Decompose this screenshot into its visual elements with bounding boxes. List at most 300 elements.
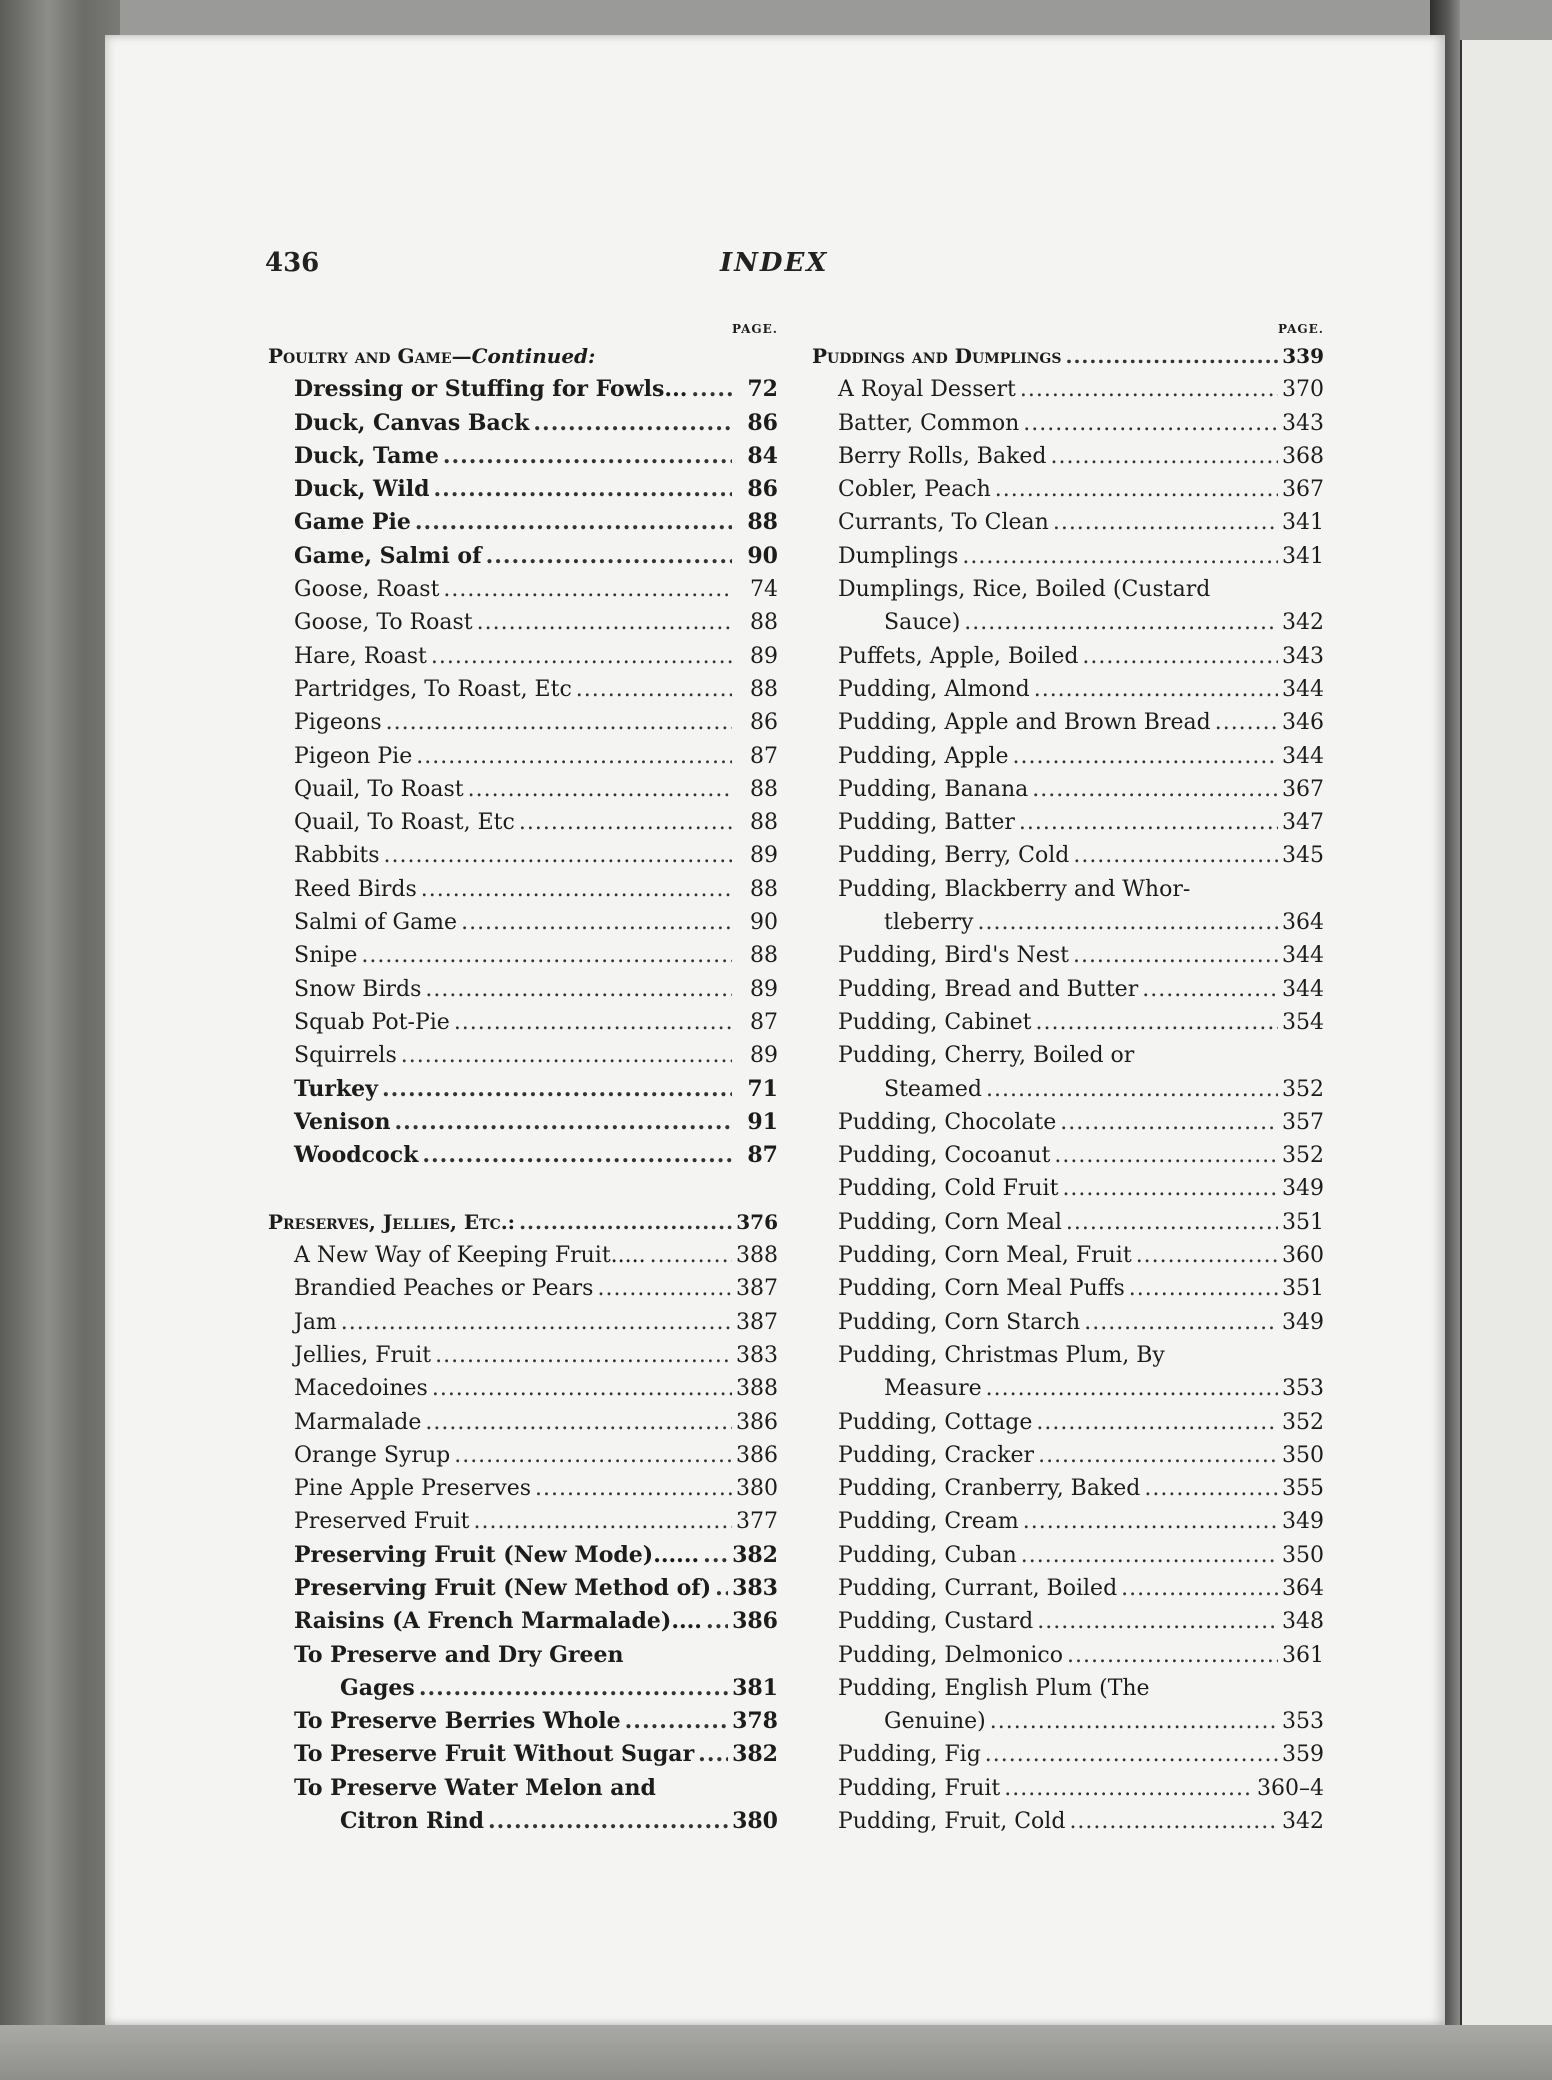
entry-text: Pudding, Fruit, Cold bbox=[838, 1809, 1066, 1835]
entry-page-number: 87 bbox=[750, 1009, 778, 1035]
index-entry bbox=[812, 640, 1324, 673]
index-entry bbox=[268, 673, 778, 706]
entry-text: Pigeon Pie bbox=[294, 743, 413, 769]
index-entry bbox=[268, 1472, 778, 1505]
dot-leader bbox=[977, 906, 1278, 939]
entry-text: Preserved Fruit bbox=[294, 1509, 470, 1535]
dot-leader bbox=[477, 606, 732, 639]
dot-leader bbox=[1066, 1206, 1278, 1239]
index-entry bbox=[812, 839, 1324, 872]
index-entry bbox=[268, 606, 778, 639]
entry-text: Squirrels bbox=[294, 1043, 397, 1069]
dot-leader bbox=[1019, 806, 1278, 839]
dot-leader bbox=[425, 973, 732, 1006]
index-entry bbox=[812, 1039, 1324, 1072]
index-entry bbox=[268, 1339, 778, 1372]
section-heading-puddings bbox=[812, 340, 1324, 373]
entry-page-number: 388 bbox=[736, 1243, 778, 1269]
entry-page-number: 88 bbox=[750, 876, 778, 902]
index-entry bbox=[812, 1272, 1324, 1305]
entry-text: Pudding, Fig bbox=[838, 1742, 981, 1768]
entry-text: Venison bbox=[294, 1108, 391, 1135]
entry-text: Brandied Peaches or Pears bbox=[294, 1276, 594, 1302]
section-page: 339 bbox=[1282, 344, 1324, 368]
index-entry bbox=[812, 1006, 1324, 1039]
entry-text-continued: Genuine) bbox=[884, 1709, 986, 1735]
entry-text: Dressing or Stuffing for Fowls... bbox=[294, 376, 688, 403]
entry-text-continued: Steamed bbox=[884, 1076, 983, 1102]
dot-leader bbox=[382, 1073, 732, 1106]
entry-page-number: 345 bbox=[1282, 843, 1324, 869]
index-entry bbox=[812, 1672, 1324, 1705]
entry-page-number: 370 bbox=[1282, 377, 1324, 403]
dot-leader bbox=[985, 1738, 1278, 1771]
dot-leader bbox=[715, 1572, 728, 1605]
entry-page-number: 367 bbox=[1282, 776, 1324, 802]
dot-leader bbox=[422, 1139, 732, 1172]
index-entry bbox=[268, 1439, 778, 1472]
dot-leader bbox=[1215, 706, 1278, 739]
index-entry bbox=[268, 1006, 778, 1039]
dot-leader bbox=[419, 1672, 728, 1705]
dot-leader bbox=[576, 673, 732, 706]
dot-leader bbox=[454, 1439, 732, 1472]
entry-list-poultry bbox=[268, 373, 778, 1172]
entry-text: Pudding, Banana bbox=[838, 776, 1029, 802]
index-entry bbox=[812, 473, 1324, 506]
entry-text: Pudding, Corn Starch bbox=[838, 1309, 1081, 1335]
dot-leader bbox=[1023, 407, 1278, 440]
index-entry bbox=[268, 973, 778, 1006]
entry-page-number: 88 bbox=[750, 943, 778, 969]
index-entry bbox=[268, 1139, 778, 1172]
section-continued-label: Continued: bbox=[471, 344, 596, 368]
index-entry bbox=[268, 1605, 778, 1638]
page-column-label: PAGE. bbox=[731, 322, 778, 336]
entry-text: Puffets, Apple, Boiled bbox=[838, 643, 1079, 669]
index-entry bbox=[812, 1805, 1324, 1838]
dot-leader bbox=[533, 407, 732, 440]
index-entry bbox=[812, 1406, 1324, 1439]
index-entry bbox=[812, 1172, 1324, 1205]
entry-text: Pudding, Cuban bbox=[838, 1542, 1017, 1568]
dot-leader bbox=[394, 1106, 732, 1139]
entry-page-number: 364 bbox=[1282, 910, 1324, 936]
dot-leader bbox=[432, 1372, 732, 1405]
dot-leader bbox=[691, 373, 732, 406]
entry-page-number: 87 bbox=[750, 743, 778, 769]
dot-leader bbox=[361, 939, 732, 972]
entry-text: Pudding, English Plum (The bbox=[838, 1675, 1150, 1701]
entry-text: Hare, Roast bbox=[294, 643, 427, 669]
entry-page-number: 89 bbox=[750, 643, 778, 669]
entry-text-continued: Gages bbox=[340, 1674, 415, 1701]
entry-page-number: 344 bbox=[1282, 943, 1324, 969]
index-entry bbox=[812, 1206, 1324, 1239]
entry-text: Pudding, Corn Meal Puffs bbox=[838, 1276, 1125, 1302]
entry-text: Salmi of Game bbox=[294, 910, 458, 936]
entry-text-continued: tleberry bbox=[884, 910, 974, 936]
entry-text: Pudding, Almond bbox=[838, 676, 1030, 702]
index-entry-continuation bbox=[268, 1672, 778, 1705]
dot-leader bbox=[1051, 440, 1278, 473]
dot-leader bbox=[416, 740, 732, 773]
dot-leader bbox=[1021, 1539, 1278, 1572]
entry-text: Pudding, Cranberry, Baked bbox=[838, 1476, 1141, 1502]
entry-text: Pudding, Cabinet bbox=[838, 1009, 1032, 1035]
entry-page-number: 347 bbox=[1282, 810, 1324, 836]
index-entry bbox=[812, 440, 1324, 473]
dot-leader bbox=[1054, 1139, 1278, 1172]
dot-leader bbox=[1084, 1306, 1278, 1339]
entry-text: Pudding, Cracker bbox=[838, 1442, 1035, 1468]
dot-leader bbox=[1067, 1639, 1278, 1672]
entry-page-number: 342 bbox=[1282, 1809, 1324, 1835]
entry-text: Macedoines bbox=[294, 1376, 428, 1402]
entry-page-number: 383 bbox=[736, 1342, 778, 1368]
section-page: 376 bbox=[736, 1209, 778, 1234]
entry-page-number: 382 bbox=[732, 1741, 778, 1768]
entry-page-number: 341 bbox=[1282, 510, 1324, 536]
index-entry bbox=[268, 873, 778, 906]
entry-page-number: 88 bbox=[750, 676, 778, 702]
dot-leader bbox=[995, 473, 1278, 506]
entry-text: Duck, Canvas Back bbox=[294, 409, 530, 436]
index-entry bbox=[812, 939, 1324, 972]
dot-leader bbox=[1060, 1106, 1278, 1139]
entry-text: Pudding, Batter bbox=[838, 810, 1015, 836]
entry-text: Dumplings, Rice, Boiled (Custard bbox=[838, 577, 1211, 603]
index-entry bbox=[268, 1272, 778, 1305]
entry-text: Pudding, Chocolate bbox=[838, 1109, 1057, 1135]
index-entry bbox=[268, 540, 778, 573]
dot-leader bbox=[425, 1406, 732, 1439]
entry-text: Batter, Common bbox=[838, 410, 1020, 436]
entry-text: Quail, To Roast bbox=[294, 776, 464, 802]
index-entry bbox=[268, 373, 778, 406]
dot-leader bbox=[986, 1372, 1278, 1405]
dot-leader bbox=[421, 873, 732, 906]
index-entry bbox=[268, 706, 778, 739]
entry-text: Jellies, Fruit bbox=[294, 1342, 432, 1368]
index-entry bbox=[812, 1738, 1324, 1771]
index-entry bbox=[812, 1639, 1324, 1672]
index-entry-continuation bbox=[268, 1805, 778, 1838]
index-entry bbox=[268, 740, 778, 773]
entry-page-number: 359 bbox=[1282, 1742, 1324, 1768]
entry-text: Preserving Fruit (New Mode)...... bbox=[294, 1541, 700, 1568]
book-binding-left bbox=[0, 0, 120, 2080]
entry-list-preserves bbox=[268, 1239, 778, 1838]
dot-leader bbox=[1013, 740, 1278, 773]
index-entry bbox=[268, 1306, 778, 1339]
index-entry bbox=[268, 407, 778, 440]
dot-leader bbox=[1069, 1805, 1278, 1838]
dot-leader bbox=[1121, 1572, 1278, 1605]
index-entry bbox=[812, 873, 1324, 906]
dot-leader bbox=[1144, 1472, 1278, 1505]
entry-text: Rabbits bbox=[294, 843, 380, 869]
entry-page-number: 378 bbox=[732, 1708, 778, 1735]
entry-text: Pudding, Cherry, Boiled or bbox=[838, 1043, 1135, 1069]
entry-page-number: 353 bbox=[1282, 1709, 1324, 1735]
index-entry bbox=[812, 706, 1324, 739]
index-entry bbox=[812, 407, 1324, 440]
entry-text: Reed Birds bbox=[294, 876, 417, 902]
entry-page-number: 351 bbox=[1282, 1209, 1324, 1235]
index-entry bbox=[812, 1472, 1324, 1505]
index-entry bbox=[812, 1339, 1324, 1372]
dot-leader bbox=[519, 806, 732, 839]
dot-leader bbox=[486, 540, 732, 573]
entry-text: Game, Salmi of bbox=[294, 542, 482, 569]
scan-bottom-edge bbox=[0, 2025, 1552, 2080]
entry-text: Duck, Wild bbox=[294, 476, 430, 503]
index-entry bbox=[812, 1306, 1324, 1339]
dot-leader bbox=[1129, 1272, 1278, 1305]
entry-page-number: 71 bbox=[747, 1075, 778, 1102]
section-title: Puddings and Dumplings bbox=[812, 344, 1062, 368]
index-entry bbox=[812, 1139, 1324, 1172]
entry-page-number: 357 bbox=[1282, 1109, 1324, 1135]
entry-page-number: 386 bbox=[732, 1608, 778, 1635]
entry-text: Quail, To Roast, Etc bbox=[294, 810, 515, 836]
dot-leader bbox=[1036, 1006, 1278, 1039]
dot-leader bbox=[468, 773, 732, 806]
entry-text: Pudding, Fruit bbox=[838, 1775, 1001, 1801]
entry-text: Marmalade bbox=[294, 1409, 422, 1435]
dot-leader bbox=[1062, 1172, 1278, 1205]
index-entry bbox=[268, 1239, 778, 1272]
index-entry bbox=[268, 1639, 778, 1672]
dot-leader bbox=[1073, 839, 1278, 872]
entry-text: To Preserve Fruit Without Sugar bbox=[294, 1741, 695, 1768]
entry-page-number: 84 bbox=[747, 442, 778, 469]
entry-text: Berry Rolls, Baked bbox=[838, 443, 1047, 469]
index-entry bbox=[268, 839, 778, 872]
entry-page-number: 90 bbox=[747, 542, 778, 569]
index-entry bbox=[812, 1239, 1324, 1272]
entry-page-number: 344 bbox=[1282, 976, 1324, 1002]
index-entry-continuation bbox=[812, 906, 1324, 939]
dot-leader bbox=[488, 1805, 728, 1838]
dot-leader bbox=[443, 573, 732, 606]
index-entry bbox=[268, 1073, 778, 1106]
entry-text: Snow Birds bbox=[294, 976, 422, 1002]
entry-text: Woodcock bbox=[294, 1142, 419, 1169]
entry-page-number: 352 bbox=[1282, 1076, 1324, 1102]
index-entry bbox=[812, 1605, 1324, 1638]
entry-text-continued: Sauce) bbox=[884, 610, 961, 636]
entry-page-number: 386 bbox=[736, 1442, 778, 1468]
entry-text: Pudding, Currant, Boiled bbox=[838, 1575, 1118, 1601]
entry-page-number: 367 bbox=[1282, 477, 1324, 503]
dot-leader bbox=[1053, 506, 1278, 539]
entry-page-number: 348 bbox=[1282, 1609, 1324, 1635]
entry-page-number: 351 bbox=[1282, 1276, 1324, 1302]
index-entry bbox=[812, 773, 1324, 806]
entry-page-number: 382 bbox=[732, 1541, 778, 1568]
entry-page-number: 344 bbox=[1282, 676, 1324, 702]
entry-text: To Preserve and Dry Green bbox=[294, 1641, 624, 1668]
entry-text: Dumplings bbox=[838, 543, 959, 569]
index-entry bbox=[812, 1539, 1324, 1572]
entry-page-number: 88 bbox=[750, 610, 778, 636]
entry-page-number: 368 bbox=[1282, 443, 1324, 469]
entry-text: To Preserve Water Melon and bbox=[294, 1774, 656, 1801]
dot-leader bbox=[341, 1306, 732, 1339]
entry-page-number: 349 bbox=[1282, 1176, 1324, 1202]
dot-leader bbox=[384, 839, 732, 872]
dot-leader bbox=[703, 1539, 728, 1572]
entry-text: Snipe bbox=[294, 943, 358, 969]
index-entry bbox=[268, 1372, 778, 1405]
dot-leader bbox=[435, 1339, 732, 1372]
entry-text: Pudding, Corn Meal, Fruit bbox=[838, 1243, 1132, 1269]
entry-page-number: 87 bbox=[747, 1142, 778, 1169]
dot-leader bbox=[1037, 1605, 1278, 1638]
index-entry bbox=[268, 1039, 778, 1072]
dot-leader bbox=[1023, 1505, 1278, 1538]
entry-text: To Preserve Berries Whole bbox=[294, 1708, 621, 1735]
entry-page-number: 360–4 bbox=[1257, 1775, 1324, 1801]
entry-text: Duck, Tame bbox=[294, 442, 439, 469]
dot-leader bbox=[454, 1006, 732, 1039]
entry-page-number: 343 bbox=[1282, 410, 1324, 436]
entry-text: Pigeons bbox=[294, 710, 382, 736]
dot-leader bbox=[698, 1738, 728, 1771]
entry-text: Pudding, Cocoanut bbox=[838, 1143, 1051, 1169]
entry-page-number: 346 bbox=[1282, 710, 1324, 736]
dot-leader bbox=[1004, 1772, 1253, 1805]
entry-page-number: 341 bbox=[1282, 543, 1324, 569]
dot-leader bbox=[1073, 939, 1278, 972]
entry-page-number: 352 bbox=[1282, 1143, 1324, 1169]
index-entry bbox=[268, 473, 778, 506]
index-entry bbox=[812, 806, 1324, 839]
entry-page-number: 380 bbox=[732, 1808, 778, 1835]
index-entry-continuation bbox=[812, 1073, 1324, 1106]
entry-text: A New Way of Keeping Fruit..... bbox=[294, 1243, 646, 1269]
dot-leader bbox=[1032, 773, 1278, 806]
index-entry bbox=[812, 973, 1324, 1006]
entry-page-number: 72 bbox=[747, 376, 778, 403]
index-entry bbox=[268, 1406, 778, 1439]
dot-leader bbox=[1020, 373, 1278, 406]
entry-page-number: 387 bbox=[736, 1276, 778, 1302]
dot-leader bbox=[474, 1505, 732, 1538]
entry-page-number: 364 bbox=[1282, 1575, 1324, 1601]
dot-leader bbox=[433, 473, 732, 506]
entry-page-number: 381 bbox=[732, 1674, 778, 1701]
index-entry bbox=[812, 1772, 1324, 1805]
entry-text: Goose, Roast bbox=[294, 577, 440, 603]
index-entry bbox=[812, 1106, 1324, 1139]
index-entry-continuation bbox=[812, 1705, 1324, 1738]
index-entry bbox=[812, 1572, 1324, 1605]
entry-page-number: 388 bbox=[736, 1376, 778, 1402]
entry-list-puddings bbox=[812, 373, 1324, 1838]
index-entry bbox=[812, 540, 1324, 573]
index-entry bbox=[268, 906, 778, 939]
index-entry-continuation bbox=[812, 1372, 1324, 1405]
entry-page-number: 88 bbox=[750, 810, 778, 836]
dot-leader bbox=[650, 1239, 732, 1272]
index-entry bbox=[268, 806, 778, 839]
dot-leader bbox=[431, 640, 732, 673]
entry-page-number: 361 bbox=[1282, 1642, 1324, 1668]
index-entry bbox=[812, 673, 1324, 706]
entry-text: Squab Pot-Pie bbox=[294, 1009, 450, 1035]
entry-page-number: 387 bbox=[736, 1309, 778, 1335]
section-title: Poultry and Game— bbox=[268, 344, 472, 368]
entry-page-number: 360 bbox=[1282, 1243, 1324, 1269]
index-entry bbox=[268, 573, 778, 606]
entry-text: Pudding, Cold Fruit bbox=[838, 1176, 1059, 1202]
entry-page-number: 90 bbox=[750, 910, 778, 936]
page-column-label: PAGE. bbox=[1277, 322, 1324, 336]
entry-text-continued: Citron Rind bbox=[340, 1808, 484, 1835]
entry-text: Pudding, Blackberry and Whor- bbox=[838, 876, 1191, 902]
facing-page-edge bbox=[1460, 40, 1552, 2030]
entry-page-number: 350 bbox=[1282, 1442, 1324, 1468]
dot-leader bbox=[990, 1705, 1278, 1738]
entry-page-number: 386 bbox=[736, 1409, 778, 1435]
entry-text: Turkey bbox=[294, 1075, 378, 1102]
entry-text: Cobler, Peach bbox=[838, 477, 991, 503]
entry-page-number: 383 bbox=[732, 1574, 778, 1601]
index-entry bbox=[812, 506, 1324, 539]
entry-page-number: 349 bbox=[1282, 1309, 1324, 1335]
entry-page-number: 380 bbox=[736, 1476, 778, 1502]
index-column-left bbox=[268, 318, 778, 1838]
entry-text: Game Pie bbox=[294, 509, 411, 536]
running-head-title: INDEX bbox=[720, 248, 829, 278]
entry-page-number: 89 bbox=[750, 976, 778, 1002]
index-entry bbox=[812, 740, 1324, 773]
entry-text: Pudding, Cottage bbox=[838, 1409, 1033, 1435]
entry-text: Pudding, Apple and Brown Bread bbox=[838, 710, 1211, 736]
dot-leader bbox=[625, 1705, 728, 1738]
entry-page-number: 353 bbox=[1282, 1376, 1324, 1402]
entry-page-number: 88 bbox=[747, 509, 778, 536]
entry-page-number: 377 bbox=[736, 1509, 778, 1535]
entry-page-number: 74 bbox=[750, 577, 778, 603]
entry-page-number: 86 bbox=[750, 710, 778, 736]
entry-page-number: 343 bbox=[1282, 643, 1324, 669]
entry-text: Goose, To Roast bbox=[294, 610, 473, 636]
dot-leader bbox=[443, 440, 732, 473]
index-entry bbox=[812, 1505, 1324, 1538]
entry-text: Pine Apple Preserves bbox=[294, 1476, 532, 1502]
dot-leader bbox=[1066, 340, 1279, 373]
entry-text: Pudding, Bird's Nest bbox=[838, 943, 1069, 969]
index-entry bbox=[268, 1106, 778, 1139]
dot-leader bbox=[1038, 1439, 1278, 1472]
dot-leader bbox=[461, 906, 732, 939]
index-column-right bbox=[812, 318, 1324, 1838]
entry-text: Pudding, Bread and Butter bbox=[838, 976, 1139, 1002]
entry-page-number: 355 bbox=[1282, 1476, 1324, 1502]
section-heading-preserves bbox=[268, 1206, 778, 1239]
entry-text: Orange Syrup bbox=[294, 1442, 451, 1468]
entry-text: Pudding, Apple bbox=[838, 743, 1009, 769]
index-entry bbox=[812, 573, 1324, 606]
entry-page-number: 86 bbox=[747, 409, 778, 436]
entry-text: Jam bbox=[294, 1309, 337, 1335]
entry-text: Currants, To Clean bbox=[838, 510, 1049, 536]
dot-leader bbox=[964, 606, 1278, 639]
